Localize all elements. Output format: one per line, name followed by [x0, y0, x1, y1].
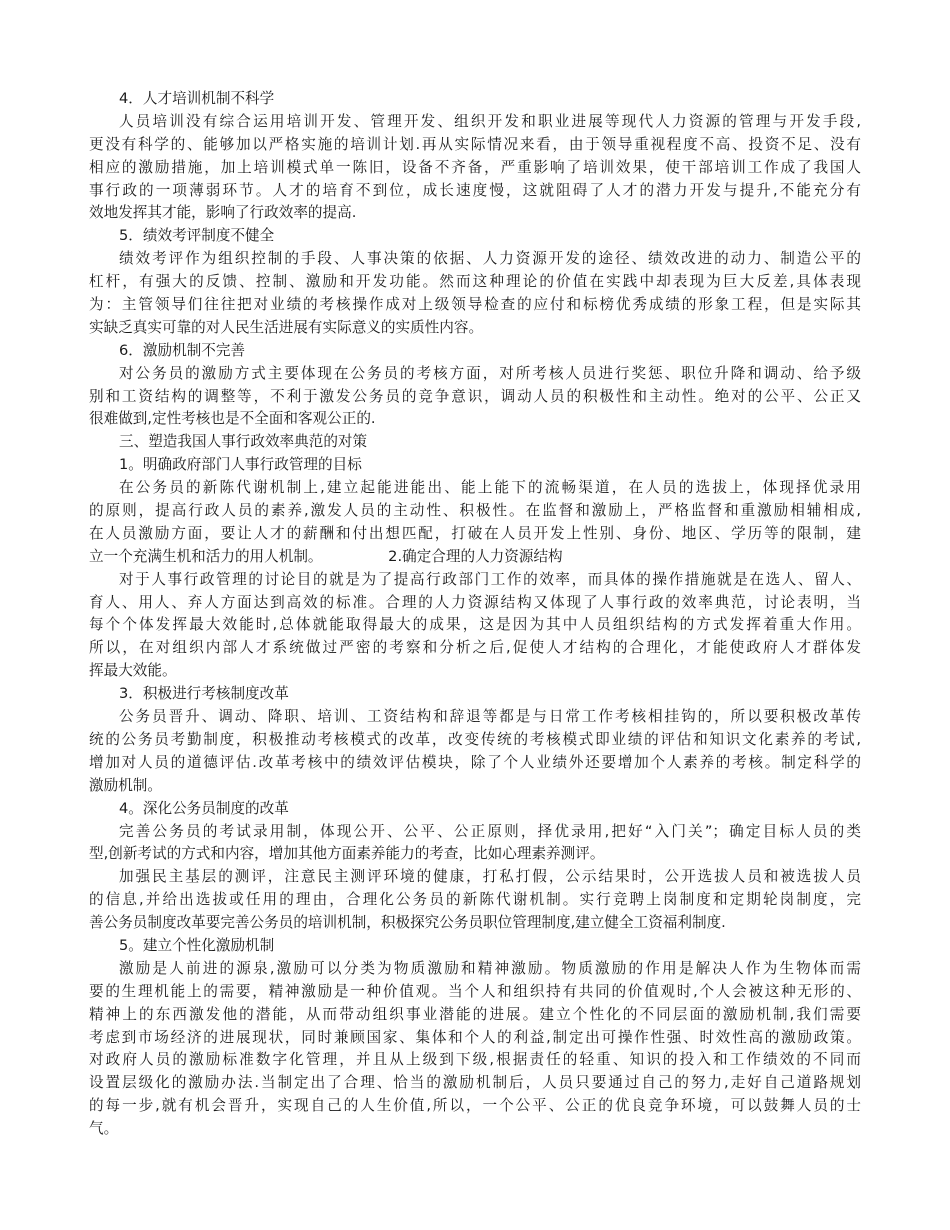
paragraph-line: 气。	[89, 1120, 119, 1138]
paragraph-line: 别和工资结构的调整等，不利于激发公务员的竞争意识，调动人员的积极性和主动性。绝对的公平、公正又	[89, 387, 861, 405]
paragraph-line: 相应的激励措施，加上培训模式单一陈旧，设备不齐备，严重影响了培训效果，使干部培训工作成了我国人	[89, 158, 861, 176]
paragraph-line: 所以，在对组织内部人才系统做过严密的考察和分析之后,促使人才结构的合理化，才能使政府人才群体发	[89, 639, 861, 657]
paragraph-line: 对于人事行政管理的讨论目的就是为了提高行政部门工作的效率，而具体的操作措施就是在选人、留人、	[119, 570, 861, 588]
paragraph-line: 每个个体发挥最大效能时,总体就能取得最大的成果，这是因为其中人员组织结构的方式发挥着重大作用。	[89, 616, 861, 634]
paragraph-line: 精神上的东西激发他的潜能，从而带动组织事业潜能的进展。建立个性化的不同层面的激励机制,我们需要	[89, 1005, 861, 1023]
paragraph-line: 为：主管领导们往往把对业绩的考核操作成对上级领导检查的应付和标榜优秀成绩的形象工程，但是实际其	[89, 296, 861, 314]
section-heading: 三、塑造我国人事行政效率典范的对策	[119, 433, 368, 451]
paragraph-line: 统的公务员考勤制度，积极推动考核模式的改革，改变传统的考核模式即业绩的评估和知识文化素养的考试,	[89, 730, 861, 748]
paragraph-line: 效地发挥其才能，影响了行政效率的提高.	[89, 204, 357, 222]
section-heading: 1。明确政府部门人事行政管理的目标	[119, 456, 362, 474]
paragraph-line: 的每一步,就有机会晋升，实现自己的人生价值,所以，一个公平、公正的优良竞争环境，可以鼓舞人员的士	[89, 1097, 861, 1115]
section-heading: 6．激励机制不完善	[119, 341, 246, 359]
paragraph-line: 对公务员的激励方式主要体现在公务员的考核方面，对所考核人员进行奖惩、职位升降和调动、给予级	[119, 364, 861, 382]
paragraph-line: 育人、用人、弃人方面达到高效的标准。合理的人力资源结构又体现了人事行政的效率典范，讨论表明，当	[89, 593, 861, 611]
paragraph-line: 考虑到市场经济的进展现状，同时兼顾国家、集体和个人的利益,制定出可操作性强、时效性高的激励政策。	[89, 1028, 861, 1046]
paragraph-line: 人员培训没有综合运用培训开发、管理开发、组织开发和职业进展等现代人力资源的管理与开发手段,	[119, 112, 861, 130]
section-heading: 5．绩效考评制度不健全	[119, 227, 275, 245]
paragraph-line: 型,创新考试的方式和内容，增加其他方面素养能力的考查，比如心理素养测评。	[89, 845, 605, 863]
paragraph-line: 在公务员的新陈代谢机制上,建立起能进能出、能上能下的流畅渠道，在人员的选拔上，体现择优录用	[119, 479, 861, 497]
paragraph-line: 要的生理机能上的需要，精神激励是一种价值观。当个人和组织持有共同的价值观时,个人会被这种无形的、	[89, 982, 861, 1000]
paragraph-line: 完善公务员的考试录用制，体现公开、公平、公正原则，择优录用,把好“入门关”；确定目标人员的类	[119, 822, 861, 840]
document-page	[89, 88, 861, 1141]
paragraph-line: 对政府人员的激励标准数字化管理，并且从上级到下级,根据责任的轻重、知识的投入和工作绩效的不同而	[89, 1051, 861, 1069]
section-heading: 4．人才培训机制不科学	[119, 90, 275, 107]
paragraph-line: 事行政的一项薄弱环节。人才的培育不到位，成长速度慢，这就阻碍了人才的潜力开发与提升,不能充分有	[89, 181, 861, 199]
paragraph-line: 很难做到,定性考核也是不全面和客观公正的.	[89, 410, 376, 428]
paragraph-line: 激励机制。	[89, 776, 162, 794]
paragraph-line: 设置层级化的激励办法.当制定出了合理、恰当的激励机制后，人员只要通过自己的努力,走好自己道路规划	[89, 1074, 861, 1092]
paragraph-line: 立一个充满生机和活力的用人机制。 2.确定合理的人力资源结构	[89, 547, 563, 565]
paragraph-line: 的信息,并给出选拔或任用的理由，合理化公务员的新陈代谢机制。实行竞聘上岗制度和定期轮岗制度，完	[89, 891, 861, 909]
section-heading: 4。深化公务员制度的改革	[119, 799, 289, 817]
paragraph-line: 在人员激励方面，要让人才的薪酬和付出想匹配，打破在人员开发上性别、身份、地区、学历等的限制，建	[89, 524, 861, 542]
paragraph-line: 激励是人前进的源泉,激励可以分类为物质激励和精神激励。物质激励的作用是解决人作为生物体而需	[119, 959, 861, 977]
paragraph-line: 绩效考评作为组织控制的手段、人事决策的依据、人力资源开发的途径、绩效改进的动力、制造公平的	[119, 250, 861, 268]
paragraph-line: 杠杆，有强大的反馈、控制、激励和开发功能。然而这种理论的价值在实践中却表现为巨大反差,具体表现	[89, 273, 861, 291]
section-heading: 3．积极进行考核制度改革	[119, 685, 289, 703]
paragraph-line: 增加对人员的道德评估.改革考核中的绩效评估模块，除了个人业绩外还要增加个人素养的考核。制定科学的	[89, 753, 861, 771]
paragraph-line: 挥最大效能。	[89, 662, 177, 680]
paragraph-line: 公务员晋升、调动、降职、培训、工资结构和辞退等都是与日常工作考核相挂钩的，所以要积极改革传	[119, 708, 861, 726]
section-heading: 5。建立个性化激励机制	[119, 936, 275, 954]
paragraph-line: 更没有科学的、能够加以严格实施的培训计划.再从实际情况来看，由于领导重视程度不高、投资不足、没有	[89, 135, 861, 153]
paragraph-line: 的原则，提高行政人员的素养,激发人员的主动性、积极性。在监督和激励上，严格监督和重激励相辅相成,	[89, 502, 861, 520]
paragraph-line: 善公务员制度改革要完善公务员的培训机制，积极探究公务员职位管理制度,建立健全工资福利制度.	[89, 914, 726, 932]
paragraph-line: 加强民主基层的测评，注意民主测评环境的健康，打私打假，公示结果时，公开选拔人员和被选拔人员	[119, 868, 861, 886]
paragraph-line: 实缺乏真实可靠的对人民生活进展有实际意义的实质性内容。	[89, 318, 484, 336]
